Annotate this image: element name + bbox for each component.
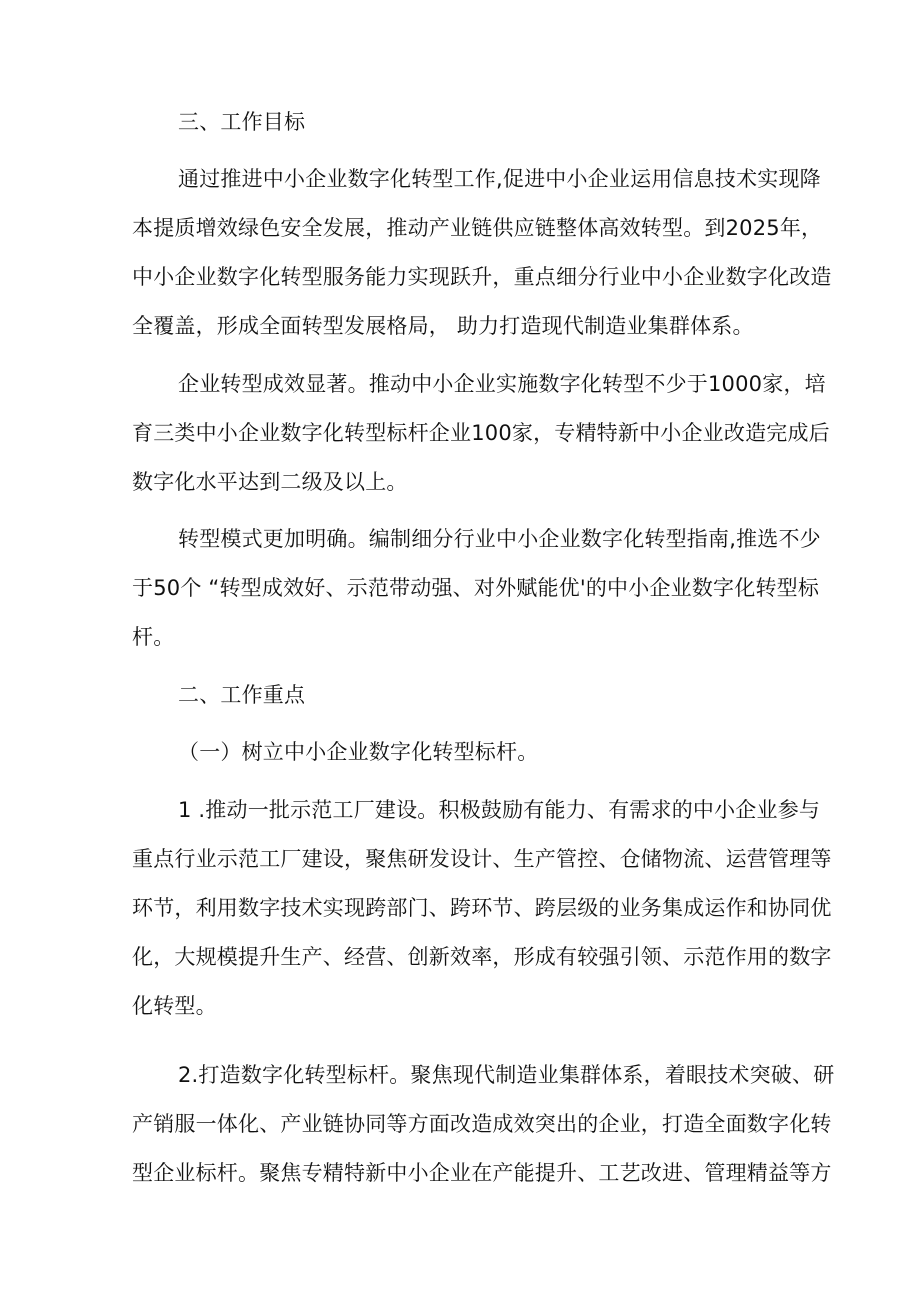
paragraph-line: 型企业标杆。聚焦专精特新中小企业在产能提升、工艺改进、管理精益等方 <box>132 1161 832 1185</box>
paragraph-line: 化转型。 <box>132 994 217 1018</box>
paragraph-line: 企业转型成效显著。推动中小企业实施数字化转型不少于1000家，培 <box>178 372 826 396</box>
paragraph-line: 转型模式更加明确。编制细分行业中小企业数字化转型指南,推选不少 <box>178 527 821 551</box>
paragraph-line: 1 .推动一批示范工厂建设。积极鼓励有能力、有需求的中小企业参与 <box>178 798 821 822</box>
paragraph-line: 于50个 “转型成效好、示范带动强、对外赋能优'的中小企业数字化转型标 <box>132 576 820 600</box>
paragraph-line: 本提质增效绿色安全发展，推动产业链供应链整体高效转型。到2025年， <box>132 216 823 240</box>
paragraph-line: 杆。 <box>132 625 175 649</box>
paragraph-line: 2.打造数字化转型标杆。聚焦现代制造业集群体系，着眼技术突破、研 <box>178 1063 835 1087</box>
paragraph-line: 数字化水平达到二级及以上。 <box>132 470 408 494</box>
paragraph-line: 重点行业示范工厂建设，聚焦研发设计、生产管控、仓储物流、运营管理等 <box>132 847 832 871</box>
paragraph-line: 通过推进中小企业数字化转型工作,促进中小企业运用信息技术实现降 <box>178 167 821 191</box>
subsection-heading: （一）树立中小企业数字化转型标杆。 <box>178 740 539 764</box>
paragraph-line: 化，大规模提升生产、经营、创新效率，形成有较强引领、示范作用的数字 <box>132 945 832 969</box>
paragraph-line: 中小企业数字化转型服务能力实现跃升，重点细分行业中小企业数字化改造 <box>132 265 832 289</box>
paragraph-line: 环节，利用数字技术实现跨部门、跨环节、跨层级的业务集成运作和协同优 <box>132 896 832 920</box>
section-heading-goals: 三、工作目标 <box>178 110 306 134</box>
section-heading-focus: 二、工作重点 <box>178 683 306 707</box>
paragraph-line: 产销服一体化、产业链协同等方面改造成效突出的企业，打造全面数字化转 <box>132 1112 832 1136</box>
paragraph-line: 全覆盖，形成全面转型发展格局， 助力打造现代制造业集群体系。 <box>132 314 754 338</box>
paragraph-line: 育三类中小企业数字化转型标杆企业100家，专精特新中小企业改造完成后 <box>132 421 830 445</box>
